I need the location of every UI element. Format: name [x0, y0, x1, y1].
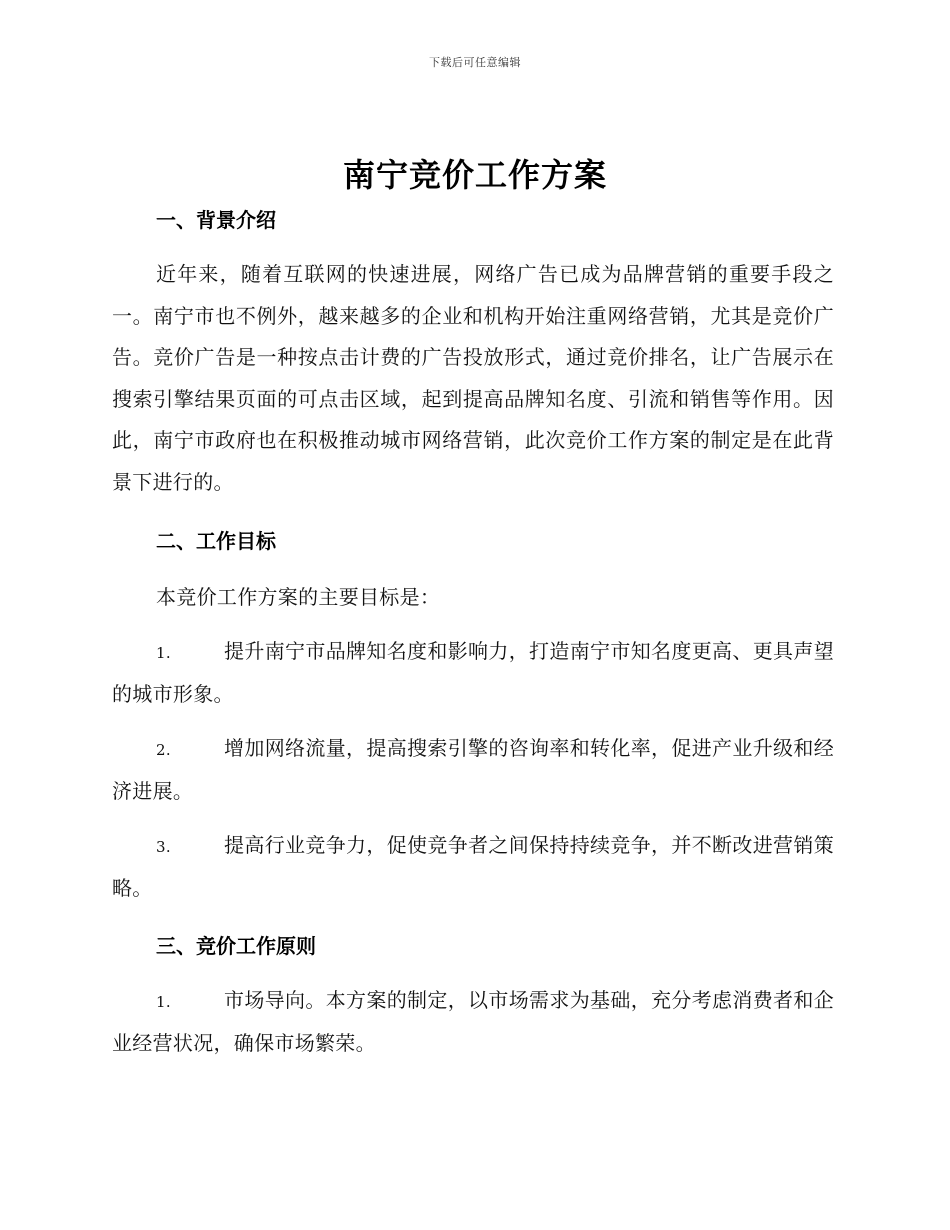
principle-item: [112, 980, 834, 1065]
list-number: 1.: [156, 992, 171, 1011]
list-item-text: 增加网络流量，提高搜索引擎的咨询率和转化率，促进产业升级和经济进展。: [112, 735, 834, 803]
goal-item: [112, 631, 834, 716]
list-number: 1.: [156, 643, 171, 662]
background-paragraph: 近年来，随着互联网的快速进展，网络广告已成为品牌营销的重要手段之一。南宁市也不例外，越来越多的企业和机构开始注重网络营销，尤其是竞价广告。竞价广告是一种按点击计费的广告投放形式，通过竞价排名，让广告展示在搜索引擎结果页面的可点击区域，起到提高品牌知名度、引流和销售等作用。因此，南宁市政府也在积极推动城市网络营销，此次竞价工作方案的制定是在此背景下进行的。: [112, 262, 834, 494]
section-heading-background: 一、背景介绍: [156, 208, 276, 232]
list-item-text: 提高行业竞争力，促使竞争者之间保持持续竞争，并不断改进营销策略。: [112, 832, 834, 900]
section-heading-principles: 三、竞价工作原则: [156, 933, 316, 958]
document-title: 南宁竞价工作方案: [342, 156, 607, 194]
goal-item: [112, 728, 834, 813]
list-number: 2.: [156, 740, 171, 759]
document-body: [112, 200, 834, 1065]
section-heading-goals: 二、工作目标: [156, 529, 276, 553]
list-item-text: 市场导向。本方案的制定，以市场需求为基础，充分考虑消费者和企业经营状况，确保市场繁荣。: [112, 987, 834, 1055]
list-number: 3.: [156, 837, 171, 856]
goal-item: [112, 825, 834, 910]
header-note: 下载后可任意编辑: [429, 56, 521, 69]
list-item-text: 提升南宁市品牌知名度和影响力，打造南宁市知名度更高、更具声望的城市形象。: [112, 638, 834, 706]
goals-intro: 本竞价工作方案的主要目标是：: [156, 585, 441, 609]
